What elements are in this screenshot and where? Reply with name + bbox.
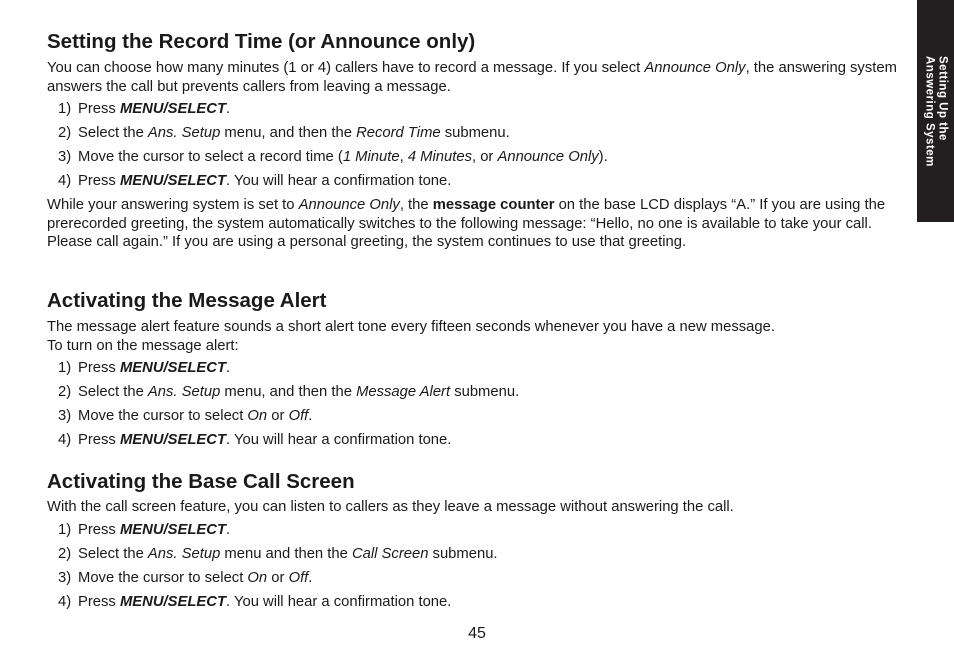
- heading-call-screen: Activating the Base Call Screen: [47, 470, 355, 493]
- section-tab: [917, 0, 954, 222]
- announce-only-note: While your answering system is set to Announce Only, the message counter on the base LCD displays “A.” If you are using the prerecorded greeting, the system automatically switches to the following message: “Hello, no one is available to take your call. Please call again.” If you are using a personal greeting, the system continues to use that greeting.: [47, 197, 886, 250]
- heading-record-time: Setting the Record Time (or Announce only): [47, 30, 476, 53]
- message-alert-step-3: 3) Move the cursor to select On or Off.: [58, 408, 313, 424]
- section-tab-line-1: Setting Up the: [936, 55, 949, 141]
- record-time-step-4: 4) Press MENU/SELECT. You will hear a confirmation tone.: [58, 173, 452, 189]
- message-alert-intro: The message alert feature sounds a short alert tone every fifteen seconds whenever you have a new message. To turn on the message alert:: [47, 319, 775, 354]
- call-screen-step-3: 3) Move the cursor to select On or Off.: [58, 570, 313, 586]
- call-screen-intro: With the call screen feature, you can listen to callers as they leave a message without answering the call.: [47, 499, 734, 515]
- call-screen-step-1: 1) Press MENU/SELECT.: [58, 522, 231, 538]
- record-time-step-2: 2) Select the Ans. Setup menu, and then the Record Time submenu.: [58, 125, 510, 141]
- record-time-step-3: 3) Move the cursor to select a record time (1 Minute, 4 Minutes, or Announce Only).: [58, 149, 608, 165]
- heading-message-alert: Activating the Message Alert: [47, 289, 327, 312]
- record-time-step-1: 1) Press MENU/SELECT.: [58, 101, 231, 117]
- message-alert-step-4: 4) Press MENU/SELECT. You will hear a confirmation tone.: [58, 432, 452, 448]
- message-alert-step-2: 2) Select the Ans. Setup menu, and then the Message Alert submenu.: [58, 384, 520, 400]
- section-tab-label: [917, 0, 954, 222]
- call-screen-step-2: 2) Select the Ans. Setup menu and then the Call Screen submenu.: [58, 546, 498, 562]
- section-tab-line-2: Answering System: [923, 55, 936, 167]
- record-time-intro: You can choose how many minutes (1 or 4) callers have to record a message. If you select Announce Only, the answering system answers the call but prevents callers from leaving a message.: [47, 60, 897, 95]
- call-screen-step-4: 4) Press MENU/SELECT. You will hear a confirmation tone.: [58, 594, 452, 610]
- message-alert-step-1: 1) Press MENU/SELECT.: [58, 360, 231, 376]
- page-number: 45: [468, 625, 486, 642]
